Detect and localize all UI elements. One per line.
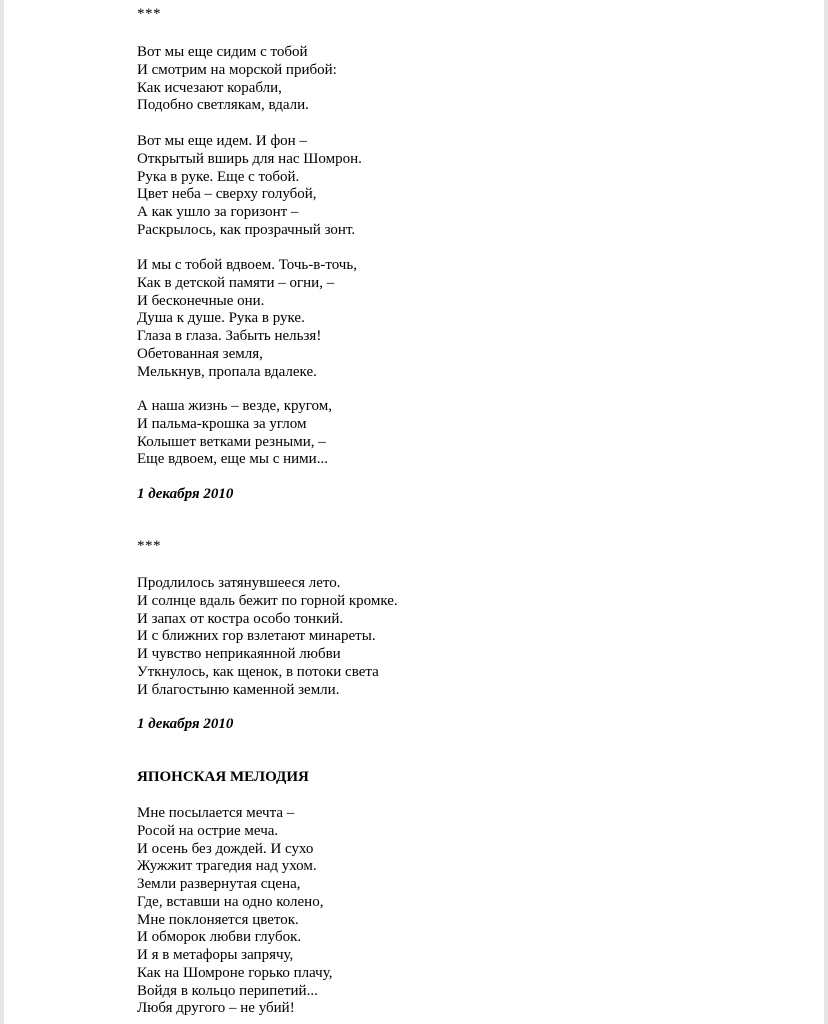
verse-line: Как в детской памяти – огни, – <box>137 274 335 291</box>
verse-line: И с ближних гор взлетают минареты. <box>137 628 376 645</box>
poem-3-title: ЯПОНСКАЯ МЕЛОДИЯ <box>137 769 309 785</box>
verse-line: И пальма-крошка за углом <box>137 415 307 432</box>
poem-1-heading-block <box>137 6 817 24</box>
verse-line: Как на Шомроне горько плачу, <box>137 964 333 981</box>
verse-line: А как ушло за горизонт – <box>137 204 299 220</box>
verse-line: Мне посылается мечта – <box>137 805 295 821</box>
verse-line: Подобно светлякам, вдали. <box>137 97 309 114</box>
verse-line: Уткнулось, как щенок, в потоки света <box>137 663 379 680</box>
verse-line: Любя другого – не убий! <box>137 1000 295 1017</box>
poem-3-stanza-1 <box>137 805 817 1018</box>
verse-line: И мы с тобой вдвоем. Точь-в-точь, <box>137 257 357 273</box>
poem-1-stanza-1 <box>137 44 817 115</box>
verse-line: Колышет ветками резными, – <box>137 433 326 450</box>
verse-line: Еще вдвоем, еще мы с ними... <box>137 451 328 468</box>
verse-line: Жужжит трагедия над ухом. <box>137 858 317 875</box>
verse-line: Росой на острие меча. <box>137 822 279 839</box>
verse-line: И солнце вдаль бежит по горной кромке. <box>137 592 398 609</box>
poem-2-date: 1 декабря 2010 <box>137 716 234 732</box>
verse-line: Мне поклоняется цветок. <box>137 911 299 928</box>
verse-line: И благостыню каменной земли. <box>137 681 340 698</box>
verse-line: Мелькнув, пропала вдалеке. <box>137 363 317 380</box>
page-edge-left <box>0 0 4 1024</box>
poem-2-stanza-1 <box>137 575 817 699</box>
verse-line: Вот мы еще сидим с тобой <box>137 44 308 60</box>
verse-line: Рука в руке. Еще с тобой. <box>137 168 300 185</box>
verse-line: Где, вставши на одно колено, <box>137 893 324 910</box>
verse-line: И чувство неприкаянной любви <box>137 646 341 662</box>
poem-1-date-block <box>137 486 817 504</box>
verse-line: Войдя в кольцо перипетий... <box>137 982 318 999</box>
verse-line: И бесконечные они. <box>137 292 265 309</box>
verse-line: И обморок любви глубок. <box>137 929 302 946</box>
poem-1-stanza-4 <box>137 398 817 469</box>
verse-line: А наша жизнь – везде, кругом, <box>137 398 333 414</box>
poem-1-heading: *** <box>137 6 161 22</box>
poem-2-heading-block <box>137 538 817 556</box>
verse-line: Цвет неба – сверху голубой, <box>137 186 317 203</box>
verse-line: Душа к душе. Рука в руке. <box>137 310 305 327</box>
poem-1-date: 1 декабря 2010 <box>137 486 234 502</box>
poem-2-date-block <box>137 716 817 734</box>
poem-3-heading-block <box>137 769 817 787</box>
verse-line: И смотрим на морской прибой: <box>137 61 337 78</box>
verse-line: Вот мы еще идем. И фон – <box>137 133 307 149</box>
verse-line: Обетованная земля, <box>137 345 263 362</box>
verse-line: И я в метафоры запрячу, <box>137 947 294 963</box>
verse-line: Земли развернутая сцена, <box>137 876 301 892</box>
poem-1-stanza-2 <box>137 133 817 240</box>
verse-line: И осень без дождей. И сухо <box>137 840 314 857</box>
verse-line: Раскрылось, как прозрачный зонт. <box>137 221 356 238</box>
verse-line: Открытый вширь для нас Шомрон. <box>137 150 362 167</box>
verse-line: И запах от костра особо тонкий. <box>137 610 344 627</box>
verse-line: Как исчезают корабли, <box>137 79 282 96</box>
page-edge-right <box>824 0 828 1024</box>
poem-2-heading: *** <box>137 538 161 554</box>
verse-line: Продлилось затянувшееся лето. <box>137 575 341 591</box>
verse-line: Глаза в глаза. Забыть нельзя! <box>137 328 322 344</box>
poem-1-stanza-3 <box>137 257 817 381</box>
